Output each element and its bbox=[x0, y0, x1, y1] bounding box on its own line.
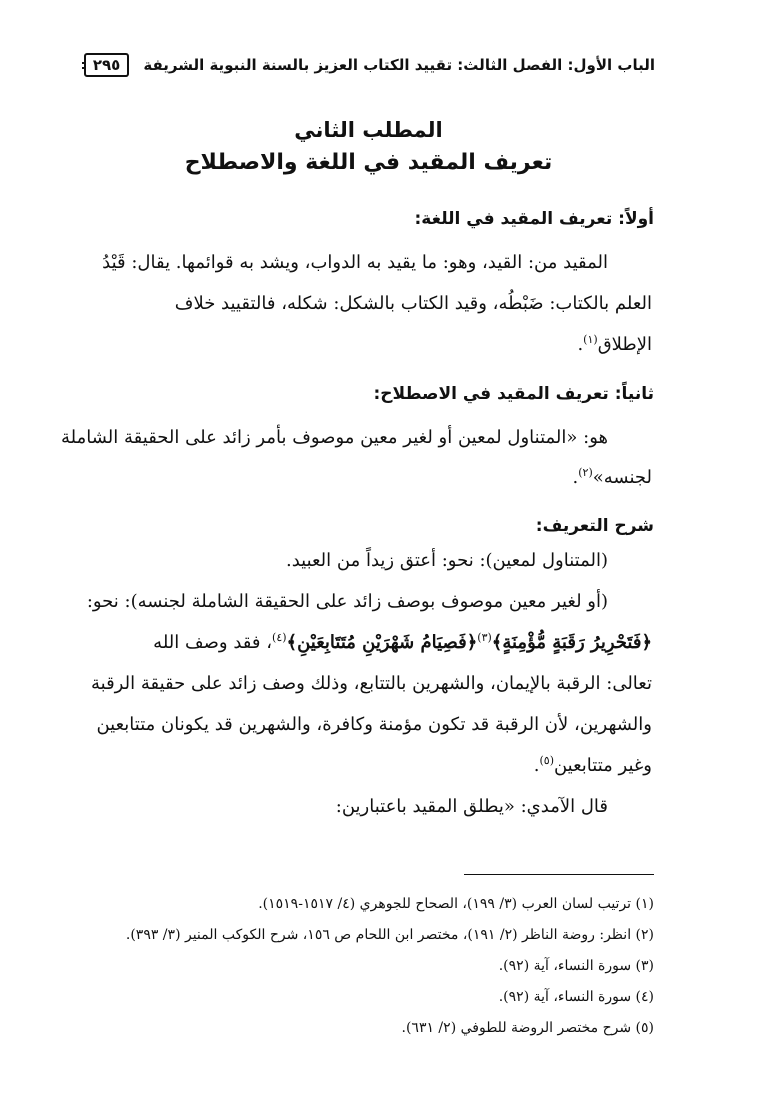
running-header bbox=[82, 50, 655, 80]
paragraph-linguistic bbox=[102, 242, 652, 365]
footnote-ref: (٤) bbox=[272, 631, 287, 644]
footnote: (١) ترتيب لسان العرب (٣/ ١٩٩)، الصحاح للجوهري (٤/ ١٥١٧-١٥١٩). bbox=[258, 896, 654, 912]
text-line: (المتناول لمعين): نحو: أعتق زيداً من العبيد. bbox=[285, 550, 608, 571]
text-segment: ، فقد وصف الله bbox=[153, 632, 273, 653]
footnote: (٢) انظر: روضة الناظر (٢/ ١٩١)، مختصر ابن اللحام ص ١٥٦، شرح الكوكب المنير (٣/ ٣٩٣). bbox=[125, 927, 654, 943]
text-line bbox=[105, 745, 652, 786]
text-line: المقيد من: القيد، وهو: ما يقيد به الدواب، ويشد به قوائمها. يقال: قَيْدُ bbox=[102, 252, 608, 273]
text-line: العلم بالكتاب: ضَبْطُه، وقيد الكتاب بالشكل: شكله، فالتقييد خلاف bbox=[174, 293, 652, 314]
text-line: تعالى: الرقبة بالإيمان، والشهرين بالتتابع، وذلك وصف زائد على حقيقة الرقبة bbox=[91, 673, 652, 694]
text-line-verses bbox=[105, 622, 652, 663]
heading-linguistic: أولاً: تعريف المقيد في اللغة: bbox=[414, 209, 654, 229]
footnote: (٥) شرح مختصر الروضة للطوفي (٢/ ٦٣١). bbox=[401, 1020, 654, 1036]
quran-verse: ﴿فَتَحْرِيرُ رَقَبَةٍ مُّؤْمِنَةٍ﴾ bbox=[491, 632, 652, 653]
footnote-ref: (١) bbox=[583, 333, 598, 346]
text-segment: . bbox=[533, 755, 540, 776]
header-rule-end bbox=[82, 62, 84, 69]
text-segment: الإطلاق bbox=[597, 334, 652, 355]
text-segment: لجنسه» bbox=[592, 467, 652, 488]
text-line bbox=[105, 458, 652, 498]
text-line: قال الآمدي: «يطلق المقيد باعتبارين: bbox=[335, 796, 608, 817]
heading-technical: ثانياً: تعريف المقيد في الاصطلاح: bbox=[373, 384, 654, 404]
text-segment: . bbox=[577, 334, 584, 355]
quran-verse: ﴿فَصِيَامُ شَهْرَيْنِ مُتَتَابِعَيْنِ﴾ bbox=[286, 632, 478, 653]
footnote: (٤) سورة النساء، آية (٩٢). bbox=[498, 989, 654, 1005]
footnotes bbox=[94, 889, 654, 1044]
footnote-ref: (٢) bbox=[578, 466, 593, 479]
text-line: والشهرين، لأن الرقبة قد تكون مؤمنة وكافرة، والشهرين قد يكونان متتابعين bbox=[96, 714, 652, 735]
footnote-ref: (٣) bbox=[477, 631, 492, 644]
text-line: (أو لغير معين موصوف بوصف زائد على الحقيقة الشاملة لجنسه): نحو: bbox=[86, 591, 608, 612]
text-segment: وغير متتابعين bbox=[553, 755, 652, 776]
subject-title: تعريف المقيد في اللغة والاصطلاح bbox=[184, 150, 553, 175]
text-segment: . bbox=[572, 467, 579, 488]
section-title: المطلب الثاني bbox=[294, 118, 443, 142]
footnote-ref: (٥) bbox=[539, 754, 554, 767]
footnote: (٣) سورة النساء، آية (٩٢). bbox=[498, 958, 654, 974]
footnote-separator bbox=[464, 874, 654, 875]
running-title: الباب الأول: الفصل الثالث: تقييد الكتاب العزيز بالسنة النبوية الشريفة bbox=[143, 56, 655, 74]
paragraph-technical bbox=[61, 418, 652, 498]
heading-explanation: شرح التعريف: bbox=[535, 516, 654, 536]
page-number: ٢٩٥ bbox=[84, 53, 129, 77]
text-line: هو: «المتناول لمعين أو لغير معين موصوف بأمر زائد على الحقيقة الشاملة bbox=[61, 427, 608, 448]
text-line bbox=[105, 324, 652, 365]
paragraph-explanation bbox=[86, 540, 652, 827]
